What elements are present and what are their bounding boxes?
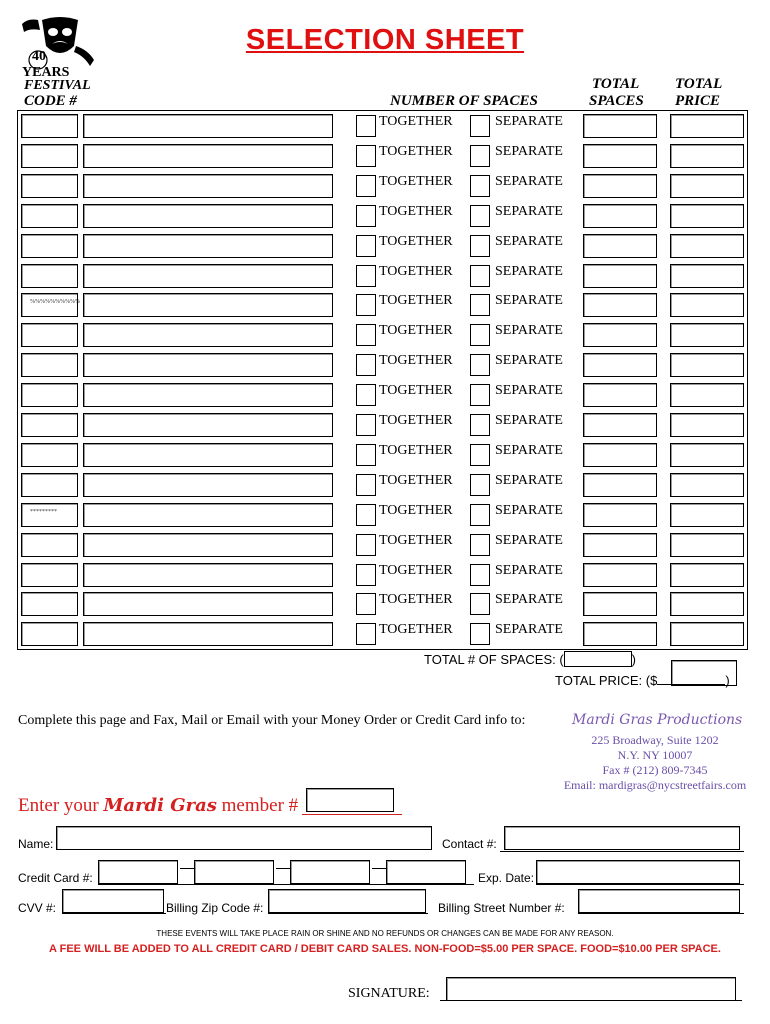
credit-card-part-3[interactable]: [290, 860, 370, 884]
selection-row: [18, 352, 747, 382]
street-underline: [578, 913, 744, 914]
total-price-field[interactable]: [670, 323, 744, 347]
col-number-of-spaces: NUMBER OF SPACES: [390, 93, 538, 109]
fee-notice: A FEE WILL BE ADDED TO ALL CREDIT CARD / DEBIT CARD SALES. NON-FOOD=$5.00 PER SPACE. FOOD=$10.00 PER SPACE.: [49, 943, 721, 955]
selection-row: [18, 621, 747, 651]
company-name: Mardi Gras Productions: [572, 712, 743, 728]
together-label: TOGETHER: [379, 173, 453, 189]
together-label: TOGETHER: [379, 442, 453, 458]
together-label: TOGETHER: [379, 532, 453, 548]
total-price-field[interactable]: [670, 592, 744, 616]
col-total-spaces-1: TOTAL: [592, 76, 640, 92]
zip-underline: [268, 913, 428, 914]
festival-name-field[interactable]: [83, 264, 333, 288]
total-price-field[interactable]: [670, 144, 744, 168]
address-line-2: N.Y. NY 10007: [617, 748, 693, 762]
cvv-underline: [62, 913, 166, 914]
festival-name-field[interactable]: [83, 383, 333, 407]
contact-field[interactable]: [504, 826, 740, 850]
row-note: %%%%%%%%%%: [30, 299, 80, 306]
separate-checkbox[interactable]: [470, 115, 490, 137]
together-label: TOGETHER: [379, 293, 453, 309]
credit-card-label: Credit Card #:: [18, 871, 93, 885]
total-price-field[interactable]: [670, 533, 744, 557]
separate-label: SEPARATE: [495, 233, 563, 249]
total-spaces-field[interactable]: [583, 323, 657, 347]
cvv-field[interactable]: [62, 889, 164, 913]
selection-row: [18, 233, 747, 263]
member-prompt: [18, 795, 298, 817]
festival-code-field[interactable]: [21, 622, 78, 646]
selection-grid: [17, 110, 748, 650]
separate-checkbox[interactable]: [470, 324, 490, 346]
festival-code-field[interactable]: [21, 383, 78, 407]
festival-code-field[interactable]: [21, 234, 78, 258]
credit-card-part-2[interactable]: [194, 860, 274, 884]
signature-underline: [440, 1000, 742, 1001]
selection-row: [18, 472, 747, 502]
total-price-line: [657, 672, 725, 685]
festival-code-field[interactable]: [21, 264, 78, 288]
festival-code-field[interactable]: [21, 144, 78, 168]
separate-label: SEPARATE: [495, 143, 563, 159]
together-checkbox[interactable]: [356, 564, 376, 586]
together-label: TOGETHER: [379, 592, 453, 608]
separate-checkbox[interactable]: [470, 474, 490, 496]
name-label: Name:: [18, 837, 54, 851]
total-price-close: ): [725, 673, 730, 688]
selection-row: [18, 263, 747, 293]
festival-code-field[interactable]: [21, 503, 78, 527]
selection-row: [18, 412, 747, 442]
col-total-price-2: PRICE: [675, 93, 721, 109]
selection-row: [18, 113, 747, 143]
together-checkbox[interactable]: [356, 175, 376, 197]
festival-code-field[interactable]: [21, 533, 78, 557]
together-checkbox[interactable]: [356, 474, 376, 496]
festival-name-field[interactable]: [83, 592, 333, 616]
total-spaces-field[interactable]: [583, 503, 657, 527]
together-checkbox[interactable]: [356, 414, 376, 436]
selection-row: [18, 203, 747, 233]
selection-row: [18, 292, 747, 322]
total-price-field[interactable]: [670, 383, 744, 407]
billing-zip-label: Billing Zip Code #:: [166, 901, 264, 915]
total-price-label: [555, 672, 730, 688]
total-spaces-field[interactable]: [583, 413, 657, 437]
festival-name-field[interactable]: [83, 503, 333, 527]
contact-label: Contact #:: [442, 837, 497, 851]
together-checkbox[interactable]: [356, 294, 376, 316]
cc-dash-1: [180, 868, 194, 869]
total-price-field[interactable]: [670, 503, 744, 527]
selection-row: [18, 532, 747, 562]
total-spaces-field[interactable]: [583, 114, 657, 138]
together-label: TOGETHER: [379, 233, 453, 249]
together-label: TOGETHER: [379, 353, 453, 369]
total-spaces-close: ): [631, 652, 637, 667]
separate-label: SEPARATE: [495, 293, 563, 309]
festival-name-field[interactable]: [83, 353, 333, 377]
together-label: TOGETHER: [379, 383, 453, 399]
festival-name-field[interactable]: [83, 323, 333, 347]
separate-checkbox[interactable]: [470, 235, 490, 257]
festival-name-field[interactable]: [83, 293, 333, 317]
total-spaces-field[interactable]: [583, 144, 657, 168]
together-checkbox[interactable]: [356, 235, 376, 257]
contact-email[interactable]: Email: mardigras@nycstreetfairs.com: [563, 778, 747, 792]
selection-row: [18, 382, 747, 412]
separate-label: SEPARATE: [495, 622, 563, 638]
total-spaces-label: [424, 651, 636, 667]
instructions-text: Complete this page and Fax, Mail or Email with your Money Order or Credit Card info to:: [18, 713, 526, 728]
total-spaces-field[interactable]: [583, 383, 657, 407]
separate-checkbox[interactable]: [470, 564, 490, 586]
credit-card-part-4[interactable]: [386, 860, 466, 884]
row-note: *********: [30, 508, 57, 515]
separate-checkbox[interactable]: [470, 205, 490, 227]
cvv-label: CVV #:: [18, 901, 57, 915]
total-spaces-field[interactable]: [583, 174, 657, 198]
separate-checkbox[interactable]: [470, 444, 490, 466]
separate-label: SEPARATE: [495, 383, 563, 399]
col-total-spaces-2: SPACES: [589, 93, 644, 109]
together-label: TOGETHER: [379, 263, 453, 279]
member-suffix: member #: [221, 795, 299, 816]
separate-label: SEPARATE: [495, 592, 563, 608]
separate-label: SEPARATE: [495, 263, 563, 279]
billing-street-field[interactable]: [578, 889, 740, 913]
total-price-field[interactable]: [670, 473, 744, 497]
together-checkbox[interactable]: [356, 534, 376, 556]
member-prefix: Enter your: [18, 795, 99, 816]
festival-name-field[interactable]: [83, 114, 333, 138]
together-label: TOGETHER: [379, 622, 453, 638]
credit-card-part-1[interactable]: [98, 860, 178, 884]
separate-checkbox[interactable]: [470, 623, 490, 645]
total-spaces-text: TOTAL # OF SPACES: (: [424, 652, 564, 667]
together-label: TOGETHER: [379, 143, 453, 159]
together-checkbox[interactable]: [356, 145, 376, 167]
festival-code-field[interactable]: [21, 204, 78, 228]
member-brand: Mardi Gras: [103, 795, 217, 816]
total-spaces-field[interactable]: [564, 651, 632, 667]
together-label: TOGETHER: [379, 203, 453, 219]
exp-date-field[interactable]: [536, 860, 740, 884]
col-code: CODE #: [24, 93, 77, 109]
festival-name-field[interactable]: [83, 234, 333, 258]
together-checkbox[interactable]: [356, 265, 376, 287]
separate-label: SEPARATE: [495, 442, 563, 458]
separate-label: SEPARATE: [495, 413, 563, 428]
festival-name-field[interactable]: [83, 413, 333, 437]
total-spaces-field[interactable]: [583, 622, 657, 646]
member-underline: [302, 814, 402, 815]
disclaimer: THESE EVENTS WILL TAKE PLACE RAIN OR SHINE AND NO REFUNDS OR CHANGES CAN BE MADE FOR ANY REASON.: [156, 929, 614, 938]
selection-row: [18, 442, 747, 472]
separate-label: SEPARATE: [495, 114, 563, 129]
total-spaces-field[interactable]: [583, 264, 657, 288]
member-number-field[interactable]: [306, 788, 394, 812]
together-label: TOGETHER: [379, 472, 453, 488]
festival-name-field[interactable]: [83, 533, 333, 557]
festival-code-field[interactable]: [21, 353, 78, 377]
separate-checkbox[interactable]: [470, 265, 490, 287]
total-price-field[interactable]: [670, 293, 744, 317]
together-checkbox[interactable]: [356, 444, 376, 466]
festival-name-field[interactable]: [83, 563, 333, 587]
cc-dash-2: [276, 868, 290, 869]
separate-checkbox[interactable]: [470, 534, 490, 556]
total-price-field[interactable]: [670, 114, 744, 138]
page-title: SELECTION SHEET: [245, 24, 525, 56]
festival-name-field[interactable]: [83, 473, 333, 497]
total-price-field[interactable]: [670, 174, 744, 198]
total-price-text: TOTAL PRICE: ($: [555, 673, 658, 688]
total-spaces-field[interactable]: [583, 443, 657, 467]
separate-checkbox[interactable]: [470, 504, 490, 526]
total-price-field[interactable]: [670, 353, 744, 377]
separate-label: SEPARATE: [495, 203, 563, 219]
billing-street-label: Billing Street Number #:: [438, 901, 565, 915]
total-price-field[interactable]: [670, 563, 744, 587]
selection-row: [18, 143, 747, 173]
selection-row: [18, 562, 747, 592]
together-checkbox[interactable]: [356, 354, 376, 376]
separate-label: SEPARATE: [495, 562, 563, 578]
festival-name-field[interactable]: [83, 174, 333, 198]
festival-code-field[interactable]: [21, 174, 78, 198]
selection-row: [18, 591, 747, 621]
name-field[interactable]: [56, 826, 432, 850]
separate-label: SEPARATE: [495, 502, 563, 518]
festival-code-field[interactable]: [21, 114, 78, 138]
separate-label: SEPARATE: [495, 532, 563, 548]
total-spaces-field[interactable]: [583, 293, 657, 317]
cc-dash-3: [372, 868, 386, 869]
together-checkbox[interactable]: [356, 324, 376, 346]
festival-code-field[interactable]: [21, 592, 78, 616]
exp-date-label: Exp. Date:: [478, 871, 535, 885]
festival-code-field[interactable]: [21, 323, 78, 347]
separate-label: SEPARATE: [495, 353, 563, 369]
total-price-field[interactable]: [670, 443, 744, 467]
total-price-field[interactable]: [670, 413, 744, 437]
total-spaces-field[interactable]: [583, 353, 657, 377]
festival-name-field[interactable]: [83, 622, 333, 646]
together-label: TOGETHER: [379, 114, 453, 129]
separate-checkbox[interactable]: [470, 175, 490, 197]
festival-code-field[interactable]: [21, 473, 78, 497]
selection-row: [18, 502, 747, 532]
separate-checkbox[interactable]: [470, 593, 490, 615]
festival-code-field[interactable]: [21, 293, 78, 317]
festival-code-field[interactable]: [21, 413, 78, 437]
selection-row: [18, 322, 747, 352]
together-checkbox[interactable]: [356, 115, 376, 137]
signature-label: SIGNATURE:: [348, 986, 430, 1001]
total-price-field[interactable]: [670, 264, 744, 288]
total-spaces-field[interactable]: [583, 592, 657, 616]
together-checkbox[interactable]: [356, 623, 376, 645]
contact-underline: [500, 851, 744, 852]
separate-label: SEPARATE: [495, 472, 563, 488]
total-price-field[interactable]: [670, 204, 744, 228]
total-spaces-field[interactable]: [583, 563, 657, 587]
together-label: TOGETHER: [379, 562, 453, 578]
together-label: TOGETHER: [379, 323, 453, 339]
separate-checkbox[interactable]: [470, 145, 490, 167]
col-total-price-1: TOTAL: [675, 76, 723, 92]
festival-name-field[interactable]: [83, 443, 333, 467]
fax-number: Fax # (212) 809-7345: [602, 763, 708, 777]
total-spaces-field[interactable]: [583, 473, 657, 497]
together-checkbox[interactable]: [356, 504, 376, 526]
col-festival: FESTIVAL: [24, 78, 91, 93]
total-spaces-field[interactable]: [583, 204, 657, 228]
together-label: TOGETHER: [379, 413, 453, 428]
cc-underline: [98, 884, 474, 885]
separate-checkbox[interactable]: [470, 354, 490, 376]
separate-checkbox[interactable]: [470, 384, 490, 406]
signature-field[interactable]: [446, 977, 736, 1001]
address-line-1: 225 Broadway, Suite 1202: [591, 733, 719, 747]
total-price-field[interactable]: [670, 622, 744, 646]
separate-checkbox[interactable]: [470, 414, 490, 436]
total-spaces-field[interactable]: [583, 234, 657, 258]
together-checkbox[interactable]: [356, 384, 376, 406]
total-spaces-field[interactable]: [583, 533, 657, 557]
together-label: TOGETHER: [379, 502, 453, 518]
festival-name-field[interactable]: [83, 204, 333, 228]
selection-row: [18, 173, 747, 203]
logo-text: 40 YEARS: [22, 49, 70, 80]
festival-name-field[interactable]: [83, 144, 333, 168]
exp-underline: [536, 884, 744, 885]
separate-label: SEPARATE: [495, 323, 563, 339]
billing-zip-field[interactable]: [268, 889, 426, 913]
festival-code-field[interactable]: [21, 563, 78, 587]
separate-checkbox[interactable]: [470, 294, 490, 316]
together-checkbox[interactable]: [356, 593, 376, 615]
separate-label: SEPARATE: [495, 173, 563, 189]
total-price-field[interactable]: [670, 234, 744, 258]
together-checkbox[interactable]: [356, 205, 376, 227]
festival-code-field[interactable]: [21, 443, 78, 467]
